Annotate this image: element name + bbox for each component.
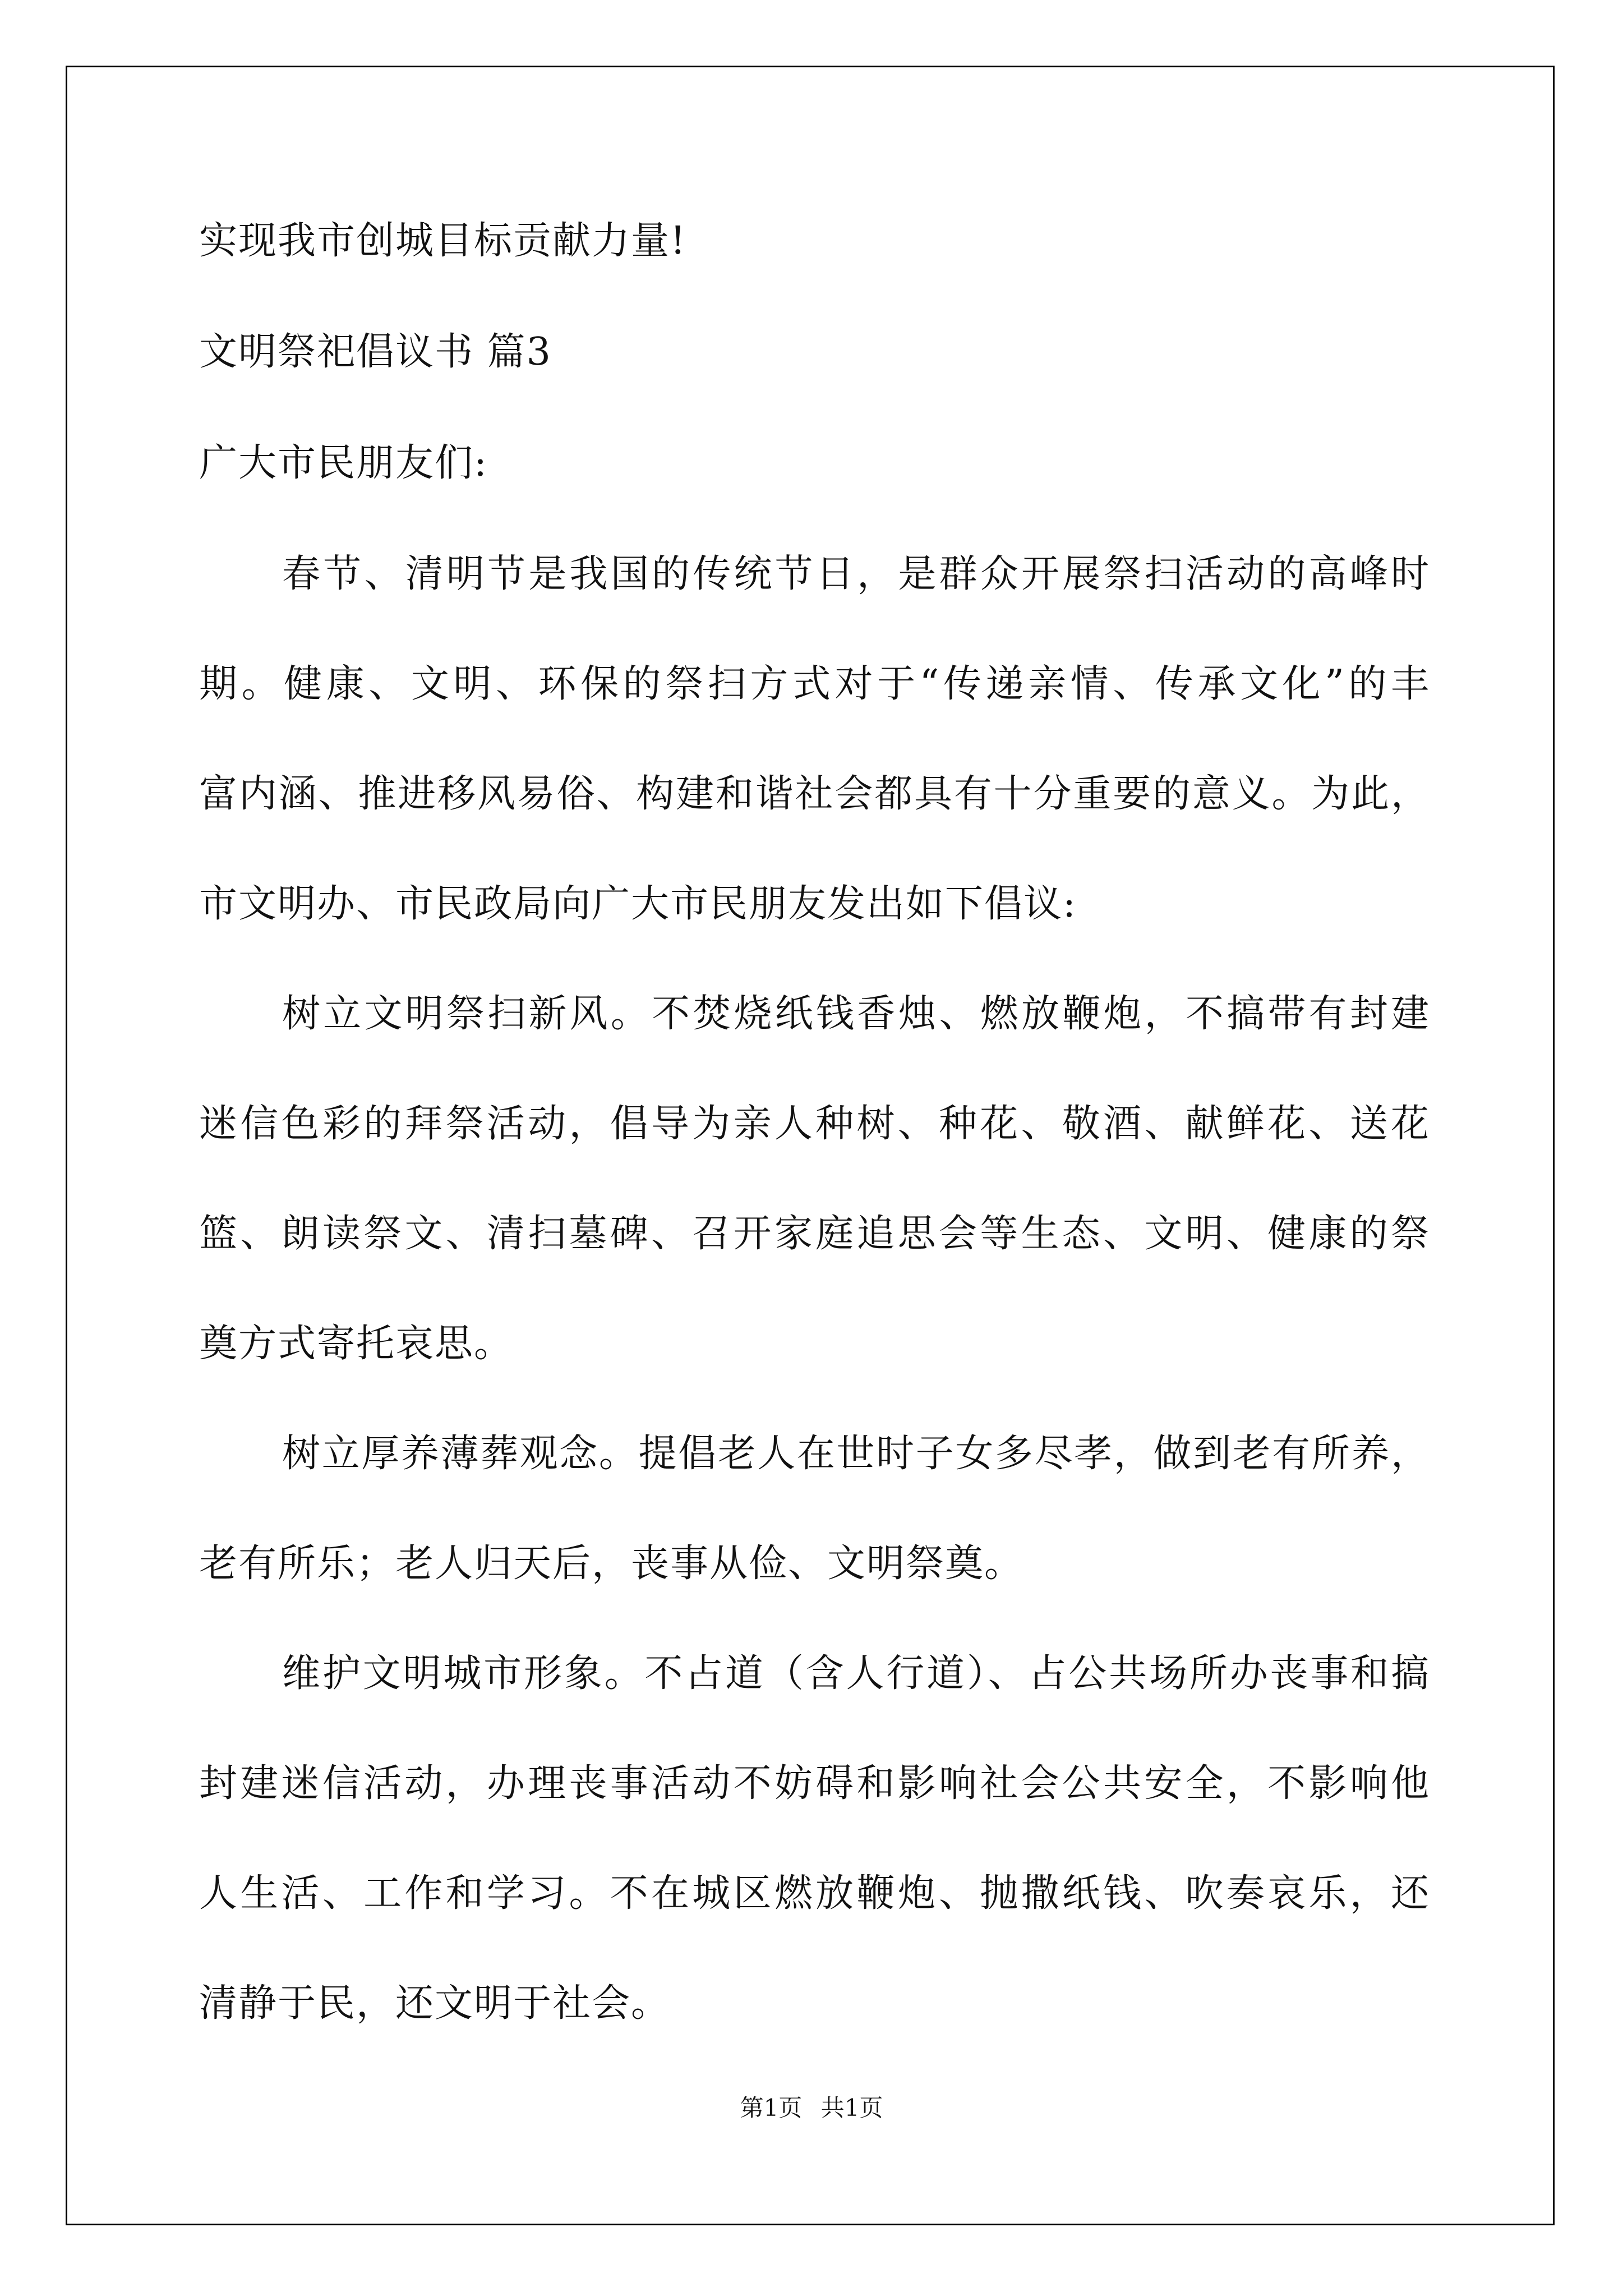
paragraph-line: 篮、朗读祭文、清扫墓碑、召开家庭追思会等生态、文明、健康的祭 bbox=[199, 1212, 1430, 1256]
salutation: 广大市民朋友们: bbox=[199, 441, 488, 485]
paragraph-line: 老有所乐；老人归天后，丧事从俭、文明祭奠。 bbox=[199, 1542, 1024, 1586]
paragraph-line: 迷信色彩的拜祭活动，倡导为亲人种树、种花、敬酒、献鲜花、送花 bbox=[199, 1102, 1430, 1146]
paragraph-line: 期。健康、文明、环保的祭扫方式对于“传递亲情、传承文化”的丰 bbox=[199, 662, 1430, 706]
page-total: 共1页 bbox=[820, 2094, 883, 2122]
page-number: 第1页 bbox=[740, 2094, 803, 2122]
paragraph-line: 市文明办、市民政局向广大市民朋友发出如下倡议: bbox=[199, 882, 1077, 926]
paragraph-line: 奠方式寄托哀思。 bbox=[199, 1322, 514, 1366]
paragraph-line: 人生活、工作和学习。不在城区燃放鞭炮、抛撒纸钱、吹奏哀乐，还 bbox=[199, 1871, 1430, 1916]
text-line: 实现我市创城目标贡献力量! bbox=[199, 219, 687, 263]
paragraph-line: 树立厚养薄葬观念。提倡老人在世时子女多尽孝，做到老有所养， bbox=[282, 1432, 1430, 1476]
page-footer bbox=[0, 2091, 1623, 2125]
paragraph-line: 维护文明城市形象。不占道（含人行道）、占公共场所办丧事和搞 bbox=[282, 1651, 1430, 1696]
paragraph-line: 春节、清明节是我国的传统节日，是群众开展祭扫活动的高峰时 bbox=[282, 552, 1430, 596]
section-heading: 文明祭祀倡议书 篇3 bbox=[199, 330, 552, 374]
paragraph-line: 封建迷信活动，办理丧事活动不妨碍和影响社会公共安全，不影响他 bbox=[199, 1761, 1430, 1806]
paragraph-line: 树立文明祭扫新风。不焚烧纸钱香烛、燃放鞭炮，不搞带有封建 bbox=[282, 992, 1430, 1036]
paragraph-line: 富内涵、推进移风易俗、构建和谐社会都具有十分重要的意义。为此， bbox=[199, 772, 1430, 816]
paragraph-line: 清静于民，还文明于社会。 bbox=[199, 1981, 671, 2026]
